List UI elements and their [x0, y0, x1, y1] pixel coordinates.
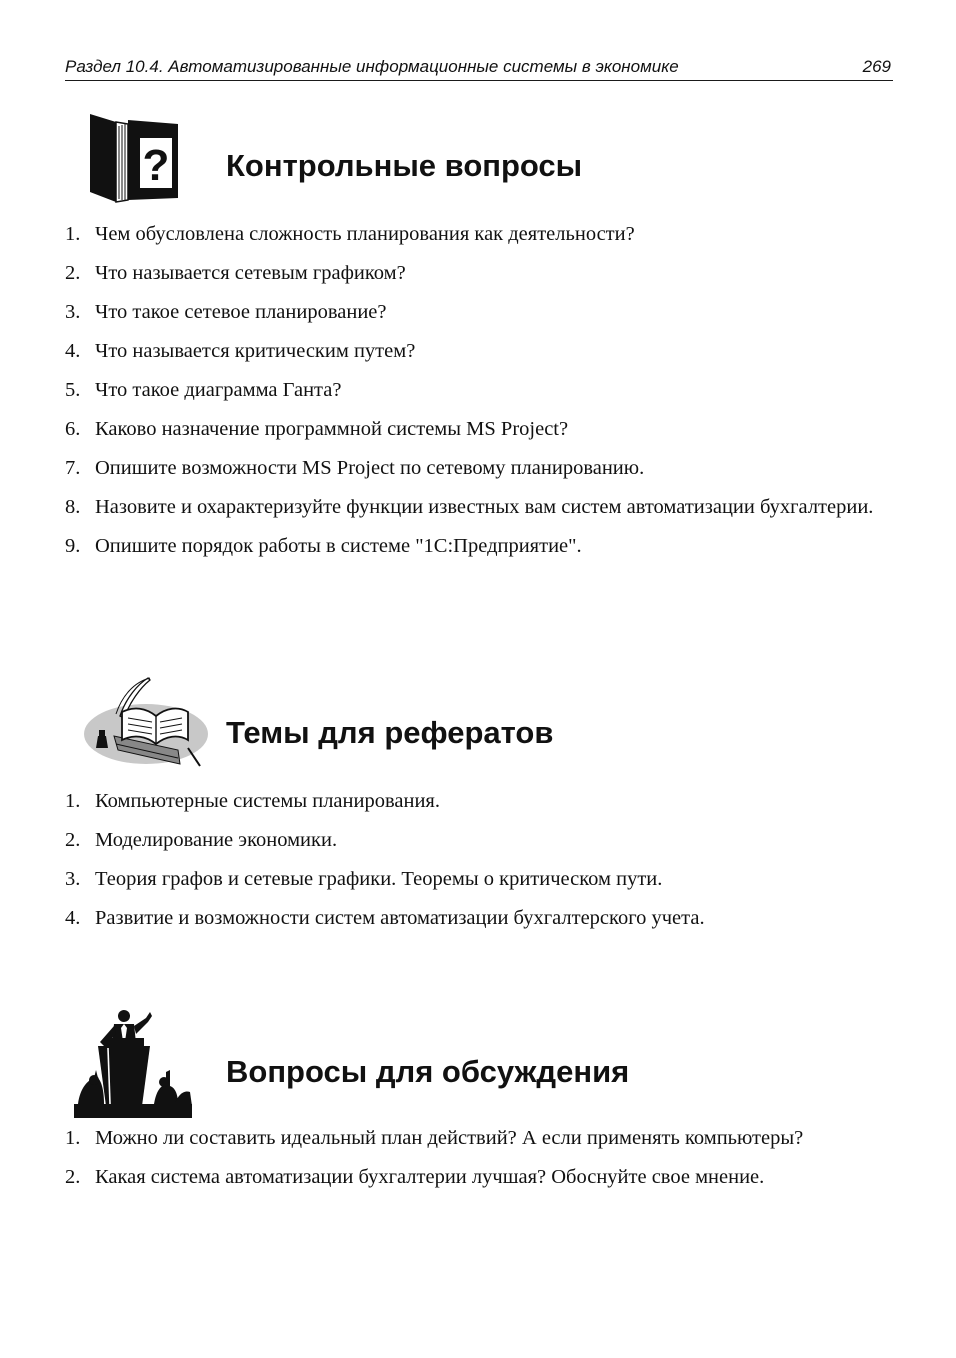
list-item: 4. Что называется критическим путем? [65, 340, 416, 362]
list-item: 2. Что называется сетевым графиком? [65, 262, 406, 284]
list-item: 3. Теория графов и сетевые графики. Теоремы о критическом пути. [65, 868, 663, 890]
control-questions-list [65, 221, 893, 572]
list-item: 2. Моделирование экономики. [65, 829, 338, 851]
list-item: 1. Компьютерные системы планирования. [65, 790, 440, 812]
page-number: 269 [862, 57, 891, 76]
list-item: 1. Можно ли составить идеальный план действий? А если применять компьютеры? [65, 1127, 804, 1149]
quill-open-book-icon [76, 674, 212, 774]
list-item: 2. Какая система автоматизации бухгалтерии лучшая? Обоснуйте свое мнение. [65, 1166, 765, 1188]
speaker-audience-icon [74, 1008, 192, 1118]
running-header [65, 56, 893, 81]
list-item: 7. Опишите возможности MS Project по сетевому планированию. [65, 457, 645, 479]
svg-text:?: ? [142, 141, 170, 190]
question-book-icon [86, 112, 182, 204]
discussion-questions-list [65, 1125, 893, 1203]
list-item: 9. Опишите порядок работы в системе "1С:Предприятие". [65, 535, 582, 557]
essay-topics-list [65, 788, 893, 944]
list-item: 4. Развитие и возможности систем автоматизации бухгалтерского учета. [65, 907, 705, 929]
list-item: 3. Что такое сетевое планирование? [65, 301, 387, 323]
list-item: 6. Каково назначение программной системы MS Project? [65, 418, 569, 440]
running-header-title: Раздел 10.4. Автоматизированные информационные системы в экономике [65, 57, 679, 76]
section-heading-control-questions: Контрольные вопросы [226, 148, 583, 183]
list-item: 8. Назовите и охарактеризуйте функции известных вам систем автоматизации бухгалтерии. [65, 496, 874, 518]
section-heading-discussion-questions: Вопросы для обсуждения [226, 1054, 630, 1089]
section-heading-essay-topics: Темы для рефератов [226, 715, 554, 750]
list-item: 1. Чем обусловлена сложность планирования как деятельности? [65, 223, 635, 245]
list-item: 5. Что такое диаграмма Ганта? [65, 379, 342, 401]
